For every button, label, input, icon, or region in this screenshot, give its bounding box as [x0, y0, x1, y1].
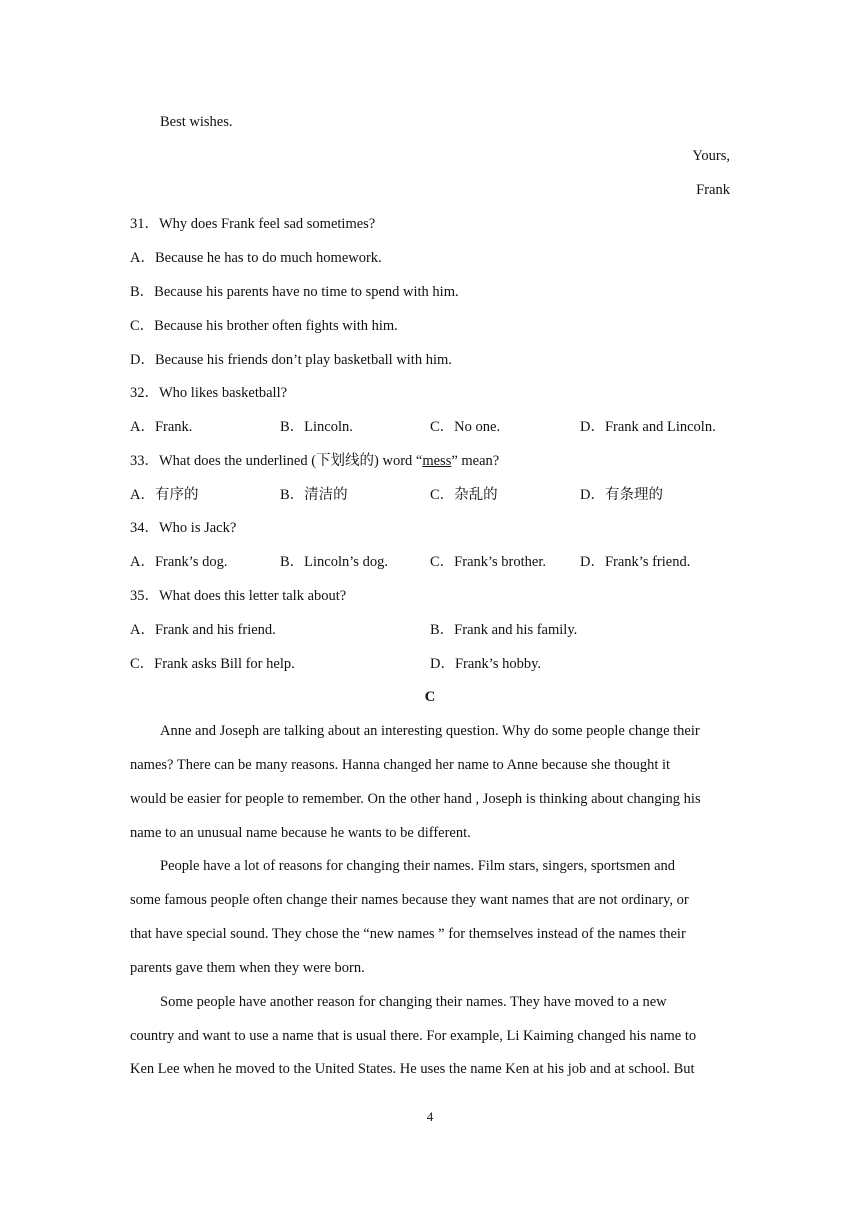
question-34-option-d: D．Frank’s friend. [580, 554, 691, 570]
letter-closing: Best wishes. [160, 114, 233, 130]
question-34-option-a: A．Frank’s dog. [130, 554, 228, 570]
question-31-stem: 31．Why does Frank feel sad sometimes? [130, 216, 376, 232]
passage-line: People have a lot of reasons for changing their names. Film stars, singers, sportsmen and [160, 858, 676, 874]
underlined-word: mess [422, 453, 452, 469]
question-31-option-c: C．Because his brother often fights with him. [130, 318, 398, 334]
question-32-option-d: D．Frank and Lincoln. [580, 419, 716, 435]
question-33-stem-before: 33．What does the underlined (下划线的) word “ [130, 453, 423, 469]
question-34-stem: 34．Who is Jack? [130, 520, 237, 536]
question-33-option-b: B．清洁的 [280, 487, 348, 503]
question-35-option-d: D．Frank’s hobby. [430, 656, 542, 672]
question-32-option-c: C．No one. [430, 419, 501, 435]
passage-line: Anne and Joseph are talking about an interesting question. Why do some people change their [160, 723, 700, 739]
question-35-option-b: B．Frank and his family. [430, 622, 578, 638]
question-32-option-b: B．Lincoln. [280, 419, 353, 435]
passage-line: name to an unusual name because he wants to be different. [130, 825, 471, 841]
letter-signature: Frank [696, 182, 730, 198]
passage-line: parents gave them when they were born. [130, 960, 365, 976]
question-33-option-a: A．有序的 [130, 487, 199, 503]
question-35-stem: 35．What does this letter talk about? [130, 588, 347, 604]
passage-line: Ken Lee when he moved to the United States. He uses the name Ken at his job and at school. But [130, 1061, 695, 1077]
question-33-option-c: C．杂乱的 [430, 487, 498, 503]
question-33-stem-after: ” mean? [451, 453, 500, 469]
letter-signoff: Yours, [692, 148, 730, 164]
question-31-option-b: B．Because his parents have no time to spend with him. [130, 284, 459, 300]
question-35-option-a: A．Frank and his friend. [130, 622, 276, 638]
passage-line: some famous people often change their names because they want names that are not ordinary, or [130, 892, 689, 908]
passage-line: country and want to use a name that is usual there. For example, Li Kaiming changed his name to [130, 1028, 697, 1044]
question-31-option-d: D．Because his friends don’t play basketball with him. [130, 352, 452, 368]
question-31-option-a: A．Because he has to do much homework. [130, 250, 382, 266]
question-32-option-a: A．Frank. [130, 419, 193, 435]
page-number: 4 [426, 1109, 434, 1124]
question-33-option-d: D．有条理的 [580, 487, 663, 503]
question-34-option-b: B．Lincoln’s dog. [280, 554, 388, 570]
passage-line: would be easier for people to remember. On the other hand , Joseph is thinking about changing his [130, 791, 701, 807]
question-34-option-c: C．Frank’s brother. [430, 554, 546, 570]
passage-line: that have special sound. They chose the “new names ” for themselves instead of the names their [130, 926, 686, 942]
question-35-option-c: C．Frank asks Bill for help. [130, 656, 295, 672]
passage-line: Some people have another reason for changing their names. They have moved to a new [160, 994, 667, 1010]
passage-line: names? There can be many reasons. Hanna changed her name to Anne because she thought it [130, 757, 671, 773]
section-heading: C [424, 689, 436, 705]
question-32-stem: 32．Who likes basketball? [130, 385, 288, 401]
question-33-stem [130, 451, 499, 471]
